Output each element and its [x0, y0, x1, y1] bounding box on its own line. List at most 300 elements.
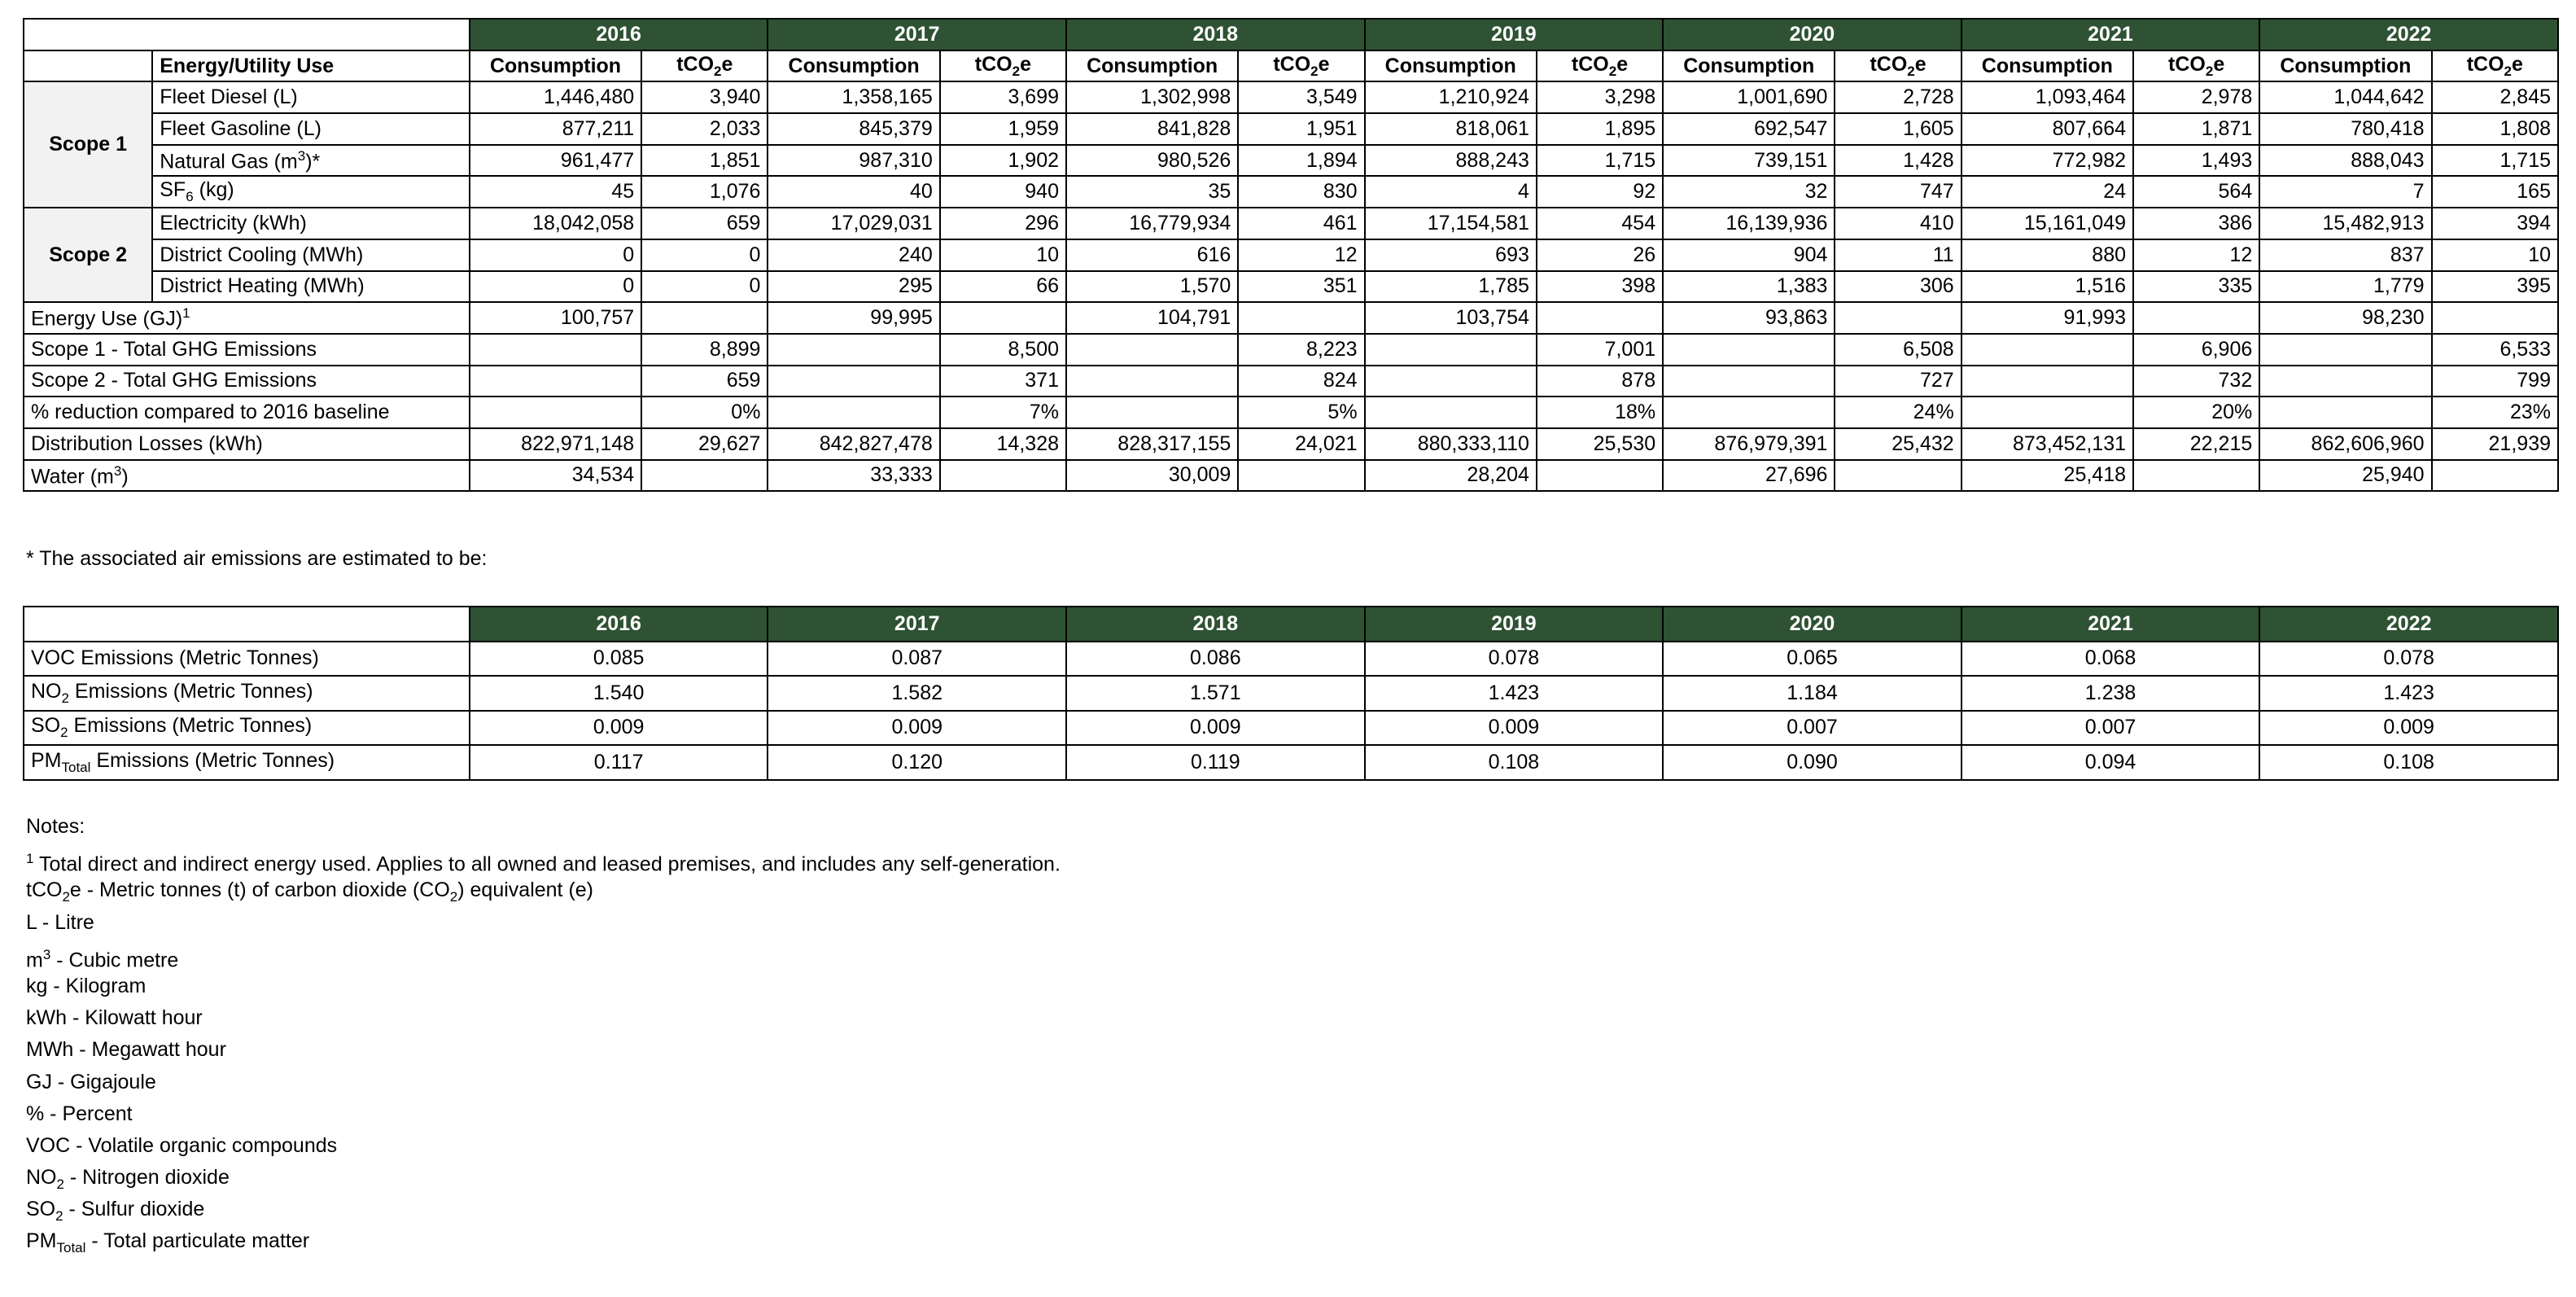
consumption-cell: [1365, 366, 1537, 397]
consumption-cell: 17,029,031: [768, 208, 939, 239]
header-text: tCO: [2466, 52, 2504, 76]
consumption-cell: 25,418: [1962, 460, 2133, 492]
consumption-header: Consumption: [768, 50, 939, 82]
consumption-cell: 1,383: [1663, 271, 1835, 303]
consumption-cell: 40: [768, 176, 939, 208]
tco2e-cell: [2432, 302, 2558, 334]
consumption-cell: [470, 366, 641, 397]
note-text: NO: [26, 1166, 57, 1190]
consumption-cell: 818,061: [1365, 113, 1537, 145]
consumption-cell: 1,446,480: [470, 81, 641, 113]
note-text: e - Metric tonnes (t) of carbon dioxide (CO: [69, 879, 450, 902]
label-text: SO: [31, 714, 61, 738]
header-subscript: 2: [2504, 63, 2512, 79]
label-text: SF: [160, 178, 186, 202]
consumption-cell: 837: [2259, 239, 2431, 271]
note-line: [26, 939, 1061, 971]
tco2e-cell: 2,845: [2432, 81, 2558, 113]
note-text: m: [26, 949, 43, 972]
header-text: e: [1914, 52, 1927, 76]
tco2e-cell: 1,493: [2133, 145, 2259, 177]
label-text: Fleet Diesel (L): [160, 85, 298, 109]
air-year-header: 2016: [470, 607, 768, 642]
note-line: [26, 1034, 1061, 1066]
tco2e-cell: [1537, 460, 1663, 492]
note-text: - Total particulate matter: [85, 1229, 310, 1253]
energy-use-header: Energy/Utility Use: [152, 50, 470, 82]
consumption-cell: 1,093,464: [1962, 81, 2133, 113]
consumption-cell: 93,863: [1663, 302, 1835, 334]
tco2e-cell: 22,215: [2133, 428, 2259, 460]
air-value-cell: 1.571: [1066, 676, 1365, 711]
tco2e-cell: 564: [2133, 176, 2259, 208]
tco2e-header: [1835, 50, 1961, 82]
tco2e-cell: 386: [2133, 208, 2259, 239]
note-text: SO: [26, 1198, 56, 1221]
consumption-cell: 18,042,058: [470, 208, 641, 239]
note-text: PM: [26, 1229, 57, 1253]
consumption-cell: 822,971,148: [470, 428, 641, 460]
tco2e-cell: 8,899: [641, 334, 768, 366]
air-year-header: 2018: [1066, 607, 1365, 642]
air-row-label: [24, 642, 470, 677]
note-text: tCO: [26, 879, 63, 902]
consumption-cell: [1365, 334, 1537, 366]
consumption-cell: 1,210,924: [1365, 81, 1537, 113]
note-subscript: Total: [56, 1240, 86, 1256]
label-text: Fleet Gasoline (L): [160, 116, 321, 140]
tco2e-cell: 394: [2432, 208, 2558, 239]
note-text: VOC - Volatile organic compounds: [26, 1133, 338, 1157]
air-year-header: 2021: [1962, 607, 2260, 642]
consumption-cell: 692,547: [1663, 113, 1835, 145]
consumption-cell: 876,979,391: [1663, 428, 1835, 460]
summary-row: [24, 302, 2558, 334]
consumption-cell: [2259, 334, 2431, 366]
consumption-cell: 1,001,690: [1663, 81, 1835, 113]
tco2e-cell: 2,033: [641, 113, 768, 145]
note-line: [26, 843, 1061, 874]
tco2e-cell: 2,728: [1835, 81, 1961, 113]
consumption-cell: 904: [1663, 239, 1835, 271]
air-value-cell: 0.119: [1066, 745, 1365, 780]
tco2e-cell: 799: [2432, 366, 2558, 397]
consumption-header: Consumption: [1663, 50, 1835, 82]
tco2e-header: [641, 50, 768, 82]
header-text: e: [1318, 52, 1330, 76]
consumption-cell: 7: [2259, 176, 2431, 208]
air-row: [24, 642, 2558, 677]
header-text: tCO: [1273, 52, 1311, 76]
consumption-cell: [768, 334, 939, 366]
table-row: [24, 271, 2558, 303]
tco2e-cell: 0%: [641, 397, 768, 428]
consumption-cell: [470, 334, 641, 366]
air-value-cell: 0.108: [2259, 745, 2558, 780]
tco2e-cell: 3,940: [641, 81, 768, 113]
consumption-cell: 888,043: [2259, 145, 2431, 177]
consumption-cell: 877,211: [470, 113, 641, 145]
air-value-cell: 0.068: [1962, 642, 2260, 677]
air-value-cell: 0.108: [1365, 745, 1664, 780]
scope-1-label: Scope 1: [24, 81, 152, 208]
tco2e-cell: 165: [2432, 176, 2558, 208]
label-text: )*: [305, 150, 321, 173]
row-label: [152, 145, 470, 177]
air-value-cell: 0.007: [1962, 711, 2260, 746]
tco2e-cell: 14,328: [940, 428, 1066, 460]
consumption-cell: [1962, 334, 2133, 366]
tco2e-cell: 6,533: [2432, 334, 2558, 366]
consumption-cell: 828,317,155: [1066, 428, 1238, 460]
tco2e-cell: 8,223: [1238, 334, 1364, 366]
label-subscript: Total: [61, 759, 91, 775]
note-text: kWh - Kilowatt hour: [26, 1006, 203, 1030]
air-corner-cell: [24, 607, 470, 642]
note-line: [26, 971, 1061, 1002]
tco2e-cell: 1,871: [2133, 113, 2259, 145]
tco2e-cell: 8,500: [940, 334, 1066, 366]
note-subscript: 2: [449, 889, 458, 905]
tco2e-cell: 7%: [940, 397, 1066, 428]
label-text: Energy Use (GJ): [31, 307, 183, 331]
tco2e-cell: 747: [1835, 176, 1961, 208]
air-value-cell: 1.540: [470, 676, 768, 711]
year-header: 2020: [1663, 19, 1962, 50]
tco2e-cell: 1,894: [1238, 145, 1364, 177]
air-year-header: 2019: [1365, 607, 1664, 642]
air-value-cell: 0.087: [768, 642, 1066, 677]
tco2e-cell: 1,605: [1835, 113, 1961, 145]
consumption-cell: 845,379: [768, 113, 939, 145]
tco2e-cell: 335: [2133, 271, 2259, 303]
label-superscript: 3: [113, 462, 122, 479]
note-line: [26, 874, 1061, 906]
consumption-cell: [1962, 366, 2133, 397]
consumption-cell: 1,516: [1962, 271, 2133, 303]
label-text: Distribution Losses (kWh): [31, 432, 263, 455]
table-row: [24, 81, 2558, 113]
note-text: - Cubic metre: [50, 949, 179, 972]
air-value-cell: 1.238: [1962, 676, 2260, 711]
air-emissions-footnote: * The associated air emissions are estimated to be:: [26, 547, 488, 570]
label-text: District Heating (MWh): [160, 274, 365, 298]
tco2e-cell: 1,895: [1537, 113, 1663, 145]
consumption-cell: 880,333,110: [1365, 428, 1537, 460]
consumption-cell: 873,452,131: [1962, 428, 2133, 460]
consumption-cell: 32: [1663, 176, 1835, 208]
header-text: tCO: [1571, 52, 1609, 76]
note-line: [26, 1098, 1061, 1130]
consumption-header: Consumption: [1066, 50, 1238, 82]
row-label: [152, 113, 470, 145]
row-label: [152, 271, 470, 303]
note-text: - Sulfur dioxide: [63, 1198, 205, 1221]
consumption-cell: [1066, 397, 1238, 428]
tco2e-cell: 23%: [2432, 397, 2558, 428]
tco2e-cell: [2133, 302, 2259, 334]
label-text: Scope 2 - Total GHG Emissions: [31, 369, 317, 392]
summary-row: [24, 334, 2558, 366]
year-header: 2017: [768, 19, 1066, 50]
tco2e-cell: 92: [1537, 176, 1663, 208]
consumption-cell: 739,151: [1663, 145, 1835, 177]
note-text: kg - Kilogram: [26, 974, 147, 997]
air-value-cell: 0.117: [470, 745, 768, 780]
tco2e-cell: 1,715: [2432, 145, 2558, 177]
consumption-cell: [768, 397, 939, 428]
tco2e-cell: 2,978: [2133, 81, 2259, 113]
tco2e-cell: 1,851: [641, 145, 768, 177]
header-text: tCO: [2168, 52, 2206, 76]
consumption-cell: 34,534: [470, 460, 641, 492]
consumption-cell: 27,696: [1663, 460, 1835, 492]
label-text: Emissions (Metric Tonnes): [90, 748, 335, 772]
note-line: [26, 907, 1061, 939]
row-label: [152, 208, 470, 239]
consumption-cell: 17,154,581: [1365, 208, 1537, 239]
air-value-cell: 0.009: [768, 711, 1066, 746]
note-text: L - Litre: [26, 910, 94, 934]
tco2e-cell: [641, 302, 768, 334]
consumption-cell: 295: [768, 271, 939, 303]
tco2e-cell: 940: [940, 176, 1066, 208]
label-text: (kg): [193, 178, 234, 202]
consumption-cell: 842,827,478: [768, 428, 939, 460]
air-value-cell: 0.009: [1066, 711, 1365, 746]
header-subscript: 2: [1012, 63, 1021, 79]
tco2e-cell: 26: [1537, 239, 1663, 271]
note-text: Notes:: [26, 815, 85, 838]
label-text: ): [121, 465, 129, 489]
row-label: [152, 176, 470, 208]
tco2e-cell: 0: [641, 239, 768, 271]
label-text: % reduction compared to 2016 baseline: [31, 401, 390, 424]
tco2e-cell: 1,902: [940, 145, 1066, 177]
consumption-cell: [1365, 397, 1537, 428]
consumption-cell: [470, 397, 641, 428]
note-line: [26, 811, 1061, 843]
note-subscript: 2: [56, 1177, 64, 1193]
note-line: [26, 1162, 1061, 1194]
consumption-cell: 91,993: [1962, 302, 2133, 334]
tco2e-header: [1537, 50, 1663, 82]
header-text: e: [2213, 52, 2225, 76]
air-value-cell: 0.009: [2259, 711, 2558, 746]
consumption-cell: 616: [1066, 239, 1238, 271]
tco2e-cell: 410: [1835, 208, 1961, 239]
summary-row: [24, 460, 2558, 492]
air-value-cell: 0.085: [470, 642, 768, 677]
consumption-header: Consumption: [2259, 50, 2431, 82]
header-text: e: [721, 52, 733, 76]
consumption-cell: 1,358,165: [768, 81, 939, 113]
header-subscript: 2: [714, 63, 722, 79]
tco2e-cell: [1238, 302, 1364, 334]
note-text: Total direct and indirect energy used. Applies to all owned and leased premises, and includes any self-generation.: [33, 852, 1061, 876]
tco2e-cell: 878: [1537, 366, 1663, 397]
table-row: [24, 176, 2558, 208]
air-value-cell: 0.078: [2259, 642, 2558, 677]
tco2e-cell: 12: [1238, 239, 1364, 271]
note-text: MWh - Megawatt hour: [26, 1038, 226, 1062]
consumption-cell: 880: [1962, 239, 2133, 271]
summary-row: [24, 428, 2558, 460]
row-label: [152, 81, 470, 113]
air-row-label: [24, 745, 470, 780]
tco2e-header: [1238, 50, 1364, 82]
consumption-cell: 103,754: [1365, 302, 1537, 334]
tco2e-cell: 351: [1238, 271, 1364, 303]
tco2e-cell: [940, 302, 1066, 334]
tco2e-cell: [1238, 460, 1364, 492]
tco2e-cell: 6,508: [1835, 334, 1961, 366]
tco2e-cell: 824: [1238, 366, 1364, 397]
consumption-cell: 28,204: [1365, 460, 1537, 492]
air-value-cell: 0.090: [1663, 745, 1962, 780]
label-text: VOC Emissions (Metric Tonnes): [31, 646, 319, 670]
tco2e-header: [2432, 50, 2558, 82]
year-header: 2021: [1962, 19, 2260, 50]
tco2e-cell: 830: [1238, 176, 1364, 208]
tco2e-cell: 3,699: [940, 81, 1066, 113]
consumption-cell: [1663, 397, 1835, 428]
label-text: Electricity (kWh): [160, 211, 307, 234]
tco2e-cell: 24%: [1835, 397, 1961, 428]
row-label: [24, 302, 470, 334]
air-year-header: 2020: [1663, 607, 1962, 642]
tco2e-cell: [1835, 302, 1961, 334]
consumption-cell: 807,664: [1962, 113, 2133, 145]
consumption-cell: 30,009: [1066, 460, 1238, 492]
year-header: 2016: [470, 19, 768, 50]
consumption-cell: 15,482,913: [2259, 208, 2431, 239]
tco2e-cell: 66: [940, 271, 1066, 303]
label-subscript: 2: [60, 725, 68, 741]
label-superscript: 1: [182, 305, 190, 322]
tco2e-cell: 395: [2432, 271, 2558, 303]
air-row: [24, 676, 2558, 711]
tco2e-cell: 0: [641, 271, 768, 303]
tco2e-cell: 18%: [1537, 397, 1663, 428]
air-emissions-table: [23, 606, 2559, 781]
tco2e-cell: [641, 460, 768, 492]
consumption-header: Consumption: [1962, 50, 2133, 82]
air-value-cell: 0.120: [768, 745, 1066, 780]
tco2e-cell: 10: [940, 239, 1066, 271]
tco2e-cell: 12: [2133, 239, 2259, 271]
consumption-cell: 16,779,934: [1066, 208, 1238, 239]
notes-section: [26, 811, 1061, 1258]
row-label: [24, 428, 470, 460]
consumption-cell: 987,310: [768, 145, 939, 177]
label-text: PM: [31, 748, 62, 772]
row-label: [24, 334, 470, 366]
year-header: 2022: [2259, 19, 2558, 50]
consumption-cell: 45: [470, 176, 641, 208]
consumption-cell: [1066, 334, 1238, 366]
header-text: tCO: [974, 52, 1012, 76]
air-year-header: 2017: [768, 607, 1066, 642]
corner-cell: [24, 19, 470, 50]
tco2e-cell: 454: [1537, 208, 1663, 239]
note-superscript: 3: [42, 946, 51, 962]
summary-row: [24, 397, 2558, 428]
tco2e-cell: 10: [2432, 239, 2558, 271]
header-subscript: 2: [1907, 63, 1915, 79]
tco2e-cell: 1,951: [1238, 113, 1364, 145]
consumption-header: Consumption: [1365, 50, 1537, 82]
note-text: - Nitrogen dioxide: [63, 1166, 230, 1190]
table-row: [24, 239, 2558, 271]
consumption-cell: 1,302,998: [1066, 81, 1238, 113]
tco2e-cell: [940, 460, 1066, 492]
label-text: District Cooling (MWh): [160, 243, 364, 266]
air-row-label: [24, 711, 470, 746]
note-line: [26, 1194, 1061, 1225]
header-subscript: 2: [1608, 63, 1617, 79]
year-header: 2018: [1066, 19, 1365, 50]
tco2e-cell: 461: [1238, 208, 1364, 239]
tco2e-cell: 21,939: [2432, 428, 2558, 460]
tco2e-cell: [1835, 460, 1961, 492]
consumption-cell: [1066, 366, 1238, 397]
tco2e-cell: 24,021: [1238, 428, 1364, 460]
consumption-cell: 961,477: [470, 145, 641, 177]
tco2e-cell: 306: [1835, 271, 1961, 303]
consumption-cell: 24: [1962, 176, 2133, 208]
consumption-cell: 33,333: [768, 460, 939, 492]
consumption-cell: 862,606,960: [2259, 428, 2431, 460]
note-subscript: 2: [62, 889, 70, 905]
scope-header-blank: [24, 50, 152, 82]
note-line: [26, 1002, 1061, 1034]
summary-row: [24, 366, 2558, 397]
consumption-header: Consumption: [470, 50, 641, 82]
energy-emissions-table: [23, 18, 2559, 492]
tco2e-cell: 20%: [2133, 397, 2259, 428]
note-subscript: 2: [55, 1208, 63, 1225]
tco2e-cell: 25,530: [1537, 428, 1663, 460]
note-superscript: 1: [26, 851, 34, 867]
row-label: [152, 239, 470, 271]
header-text: e: [1616, 52, 1629, 76]
consumption-cell: 35: [1066, 176, 1238, 208]
air-value-cell: 0.086: [1066, 642, 1365, 677]
tco2e-cell: 25,432: [1835, 428, 1961, 460]
table-row: [24, 208, 2558, 239]
consumption-cell: 780,418: [2259, 113, 2431, 145]
label-text: Water (m: [31, 465, 114, 489]
air-value-cell: 0.094: [1962, 745, 2260, 780]
consumption-cell: [1663, 366, 1835, 397]
air-value-cell: 0.065: [1663, 642, 1962, 677]
tco2e-cell: 398: [1537, 271, 1663, 303]
header-text: e: [2511, 52, 2523, 76]
consumption-cell: 16,139,936: [1663, 208, 1835, 239]
tco2e-cell: [2133, 460, 2259, 492]
scope-2-label: Scope 2: [24, 208, 152, 302]
consumption-cell: 100,757: [470, 302, 641, 334]
tco2e-cell: 1,808: [2432, 113, 2558, 145]
consumption-cell: [1962, 397, 2133, 428]
consumption-cell: [2259, 366, 2431, 397]
tco2e-cell: 5%: [1238, 397, 1364, 428]
consumption-cell: 693: [1365, 239, 1537, 271]
label-text: NO: [31, 679, 62, 703]
air-value-cell: 1.582: [768, 676, 1066, 711]
row-label: [24, 397, 470, 428]
